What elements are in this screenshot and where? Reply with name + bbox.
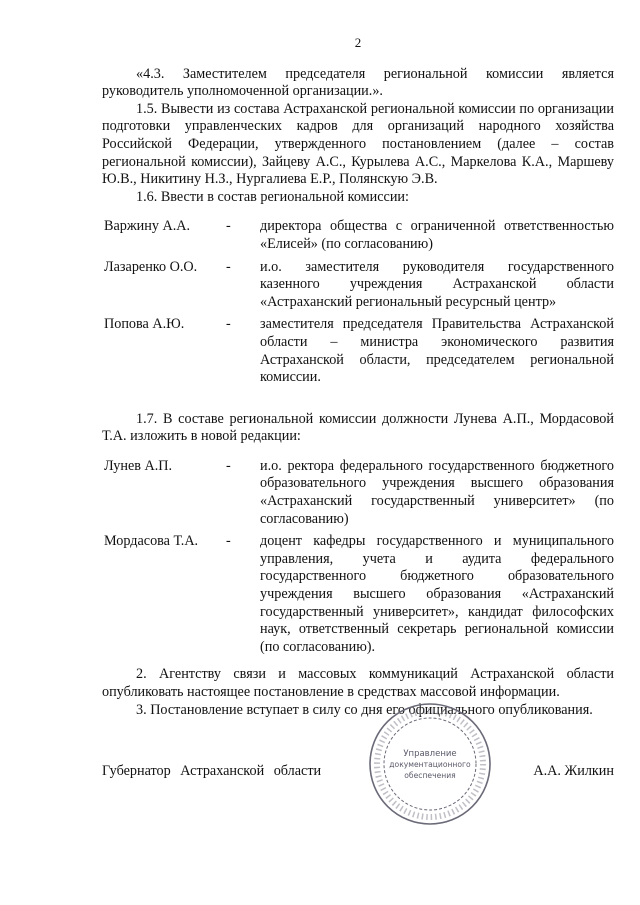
- member-name: Мордасова Т.А.: [104, 533, 199, 550]
- seal-line-3: обеспечения: [404, 771, 456, 780]
- roster-edit: [102, 458, 614, 657]
- document-page: [102, 34, 614, 719]
- member-name: Лазаренко О.О.: [104, 258, 198, 275]
- dash: -: [226, 258, 231, 275]
- paragraph-1-5: 1.5. Вывести из состава Астраханской региональной комиссии по организации подготовки управленческих кадров для организаций народного хозяйства Российской Федерации, утвержденного постановлением (далее – состав региональной комиссии), Зайцеву А.С., Курылева А.С., Маркелова К.А., Маршеву Ю.В., Никитину Н.З., Нургалиева Е.Р., Полянскую Э.В.: [102, 100, 614, 188]
- roster-row: [102, 316, 614, 386]
- signatory-name: А.А. Жилкин: [533, 763, 614, 779]
- dash: -: [226, 316, 231, 333]
- paragraph-1-6: 1.6. Ввести в состав региональной комиссии:: [136, 188, 409, 205]
- member-position: и.о. ректора федерального государственного бюджетного образовательного учреждения высшего образования «Астраханский государственный университет» (по согласованию): [260, 457, 614, 527]
- paragraph-1-7: 1.7. В составе региональной комиссии должности Лунева А.П., Мордасовой Т.А. изложить в новой редакции:: [102, 410, 614, 445]
- roster-row: [102, 259, 614, 312]
- page-number: 2: [354, 35, 362, 50]
- roster-add: [102, 218, 614, 386]
- signatory-position: Губернатор Астраханской области: [102, 763, 322, 779]
- member-position: доцент кафедры государственного и муниципального управления, учета и аудита федерального государственного бюджетного образовательного учреждения высшего образования «Астраханский государственный университет», кандидат философских наук, ответственный секретарь региональной комиссии (по согласованию).: [260, 533, 614, 655]
- dash: -: [226, 533, 231, 550]
- dash: -: [226, 218, 231, 235]
- paragraph-4-3: «4.3. Заместителем председателя региональной комиссии является руководитель уполномоченной организации.».: [102, 65, 614, 100]
- seal-line-1: Управление: [403, 749, 457, 759]
- dash: -: [226, 457, 231, 474]
- member-position: заместителя председателя Правительства Астраханской области – министра экономического развития Астраханской области, председателем региональной комиссии.: [260, 316, 614, 386]
- roster-row: [102, 458, 614, 528]
- roster-row: [102, 218, 614, 253]
- member-name: Лунев А.П.: [104, 457, 173, 474]
- member-name: Попова А.Ю.: [104, 316, 185, 333]
- paragraph-2: 2. Агентству связи и массовых коммуникаций Астраханской области опубликовать настоящее постановление в средствах массовой информации.: [102, 666, 614, 700]
- member-position: и.о. заместителя руководителя государственного казенного учреждения Астраханской области «Астраханский региональный ресурсный центр»: [260, 258, 614, 310]
- paragraph-3: 3. Постановление вступает в силу со дня его официального опубликования.: [136, 701, 593, 718]
- signature-block: [102, 763, 614, 781]
- roster-row: [102, 533, 614, 656]
- seal-line-2: документационного: [389, 760, 471, 769]
- member-name: Варжину А.А.: [104, 218, 191, 235]
- member-position: директора общества с ограниченной ответственностью «Елисей» (по согласованию): [260, 218, 614, 252]
